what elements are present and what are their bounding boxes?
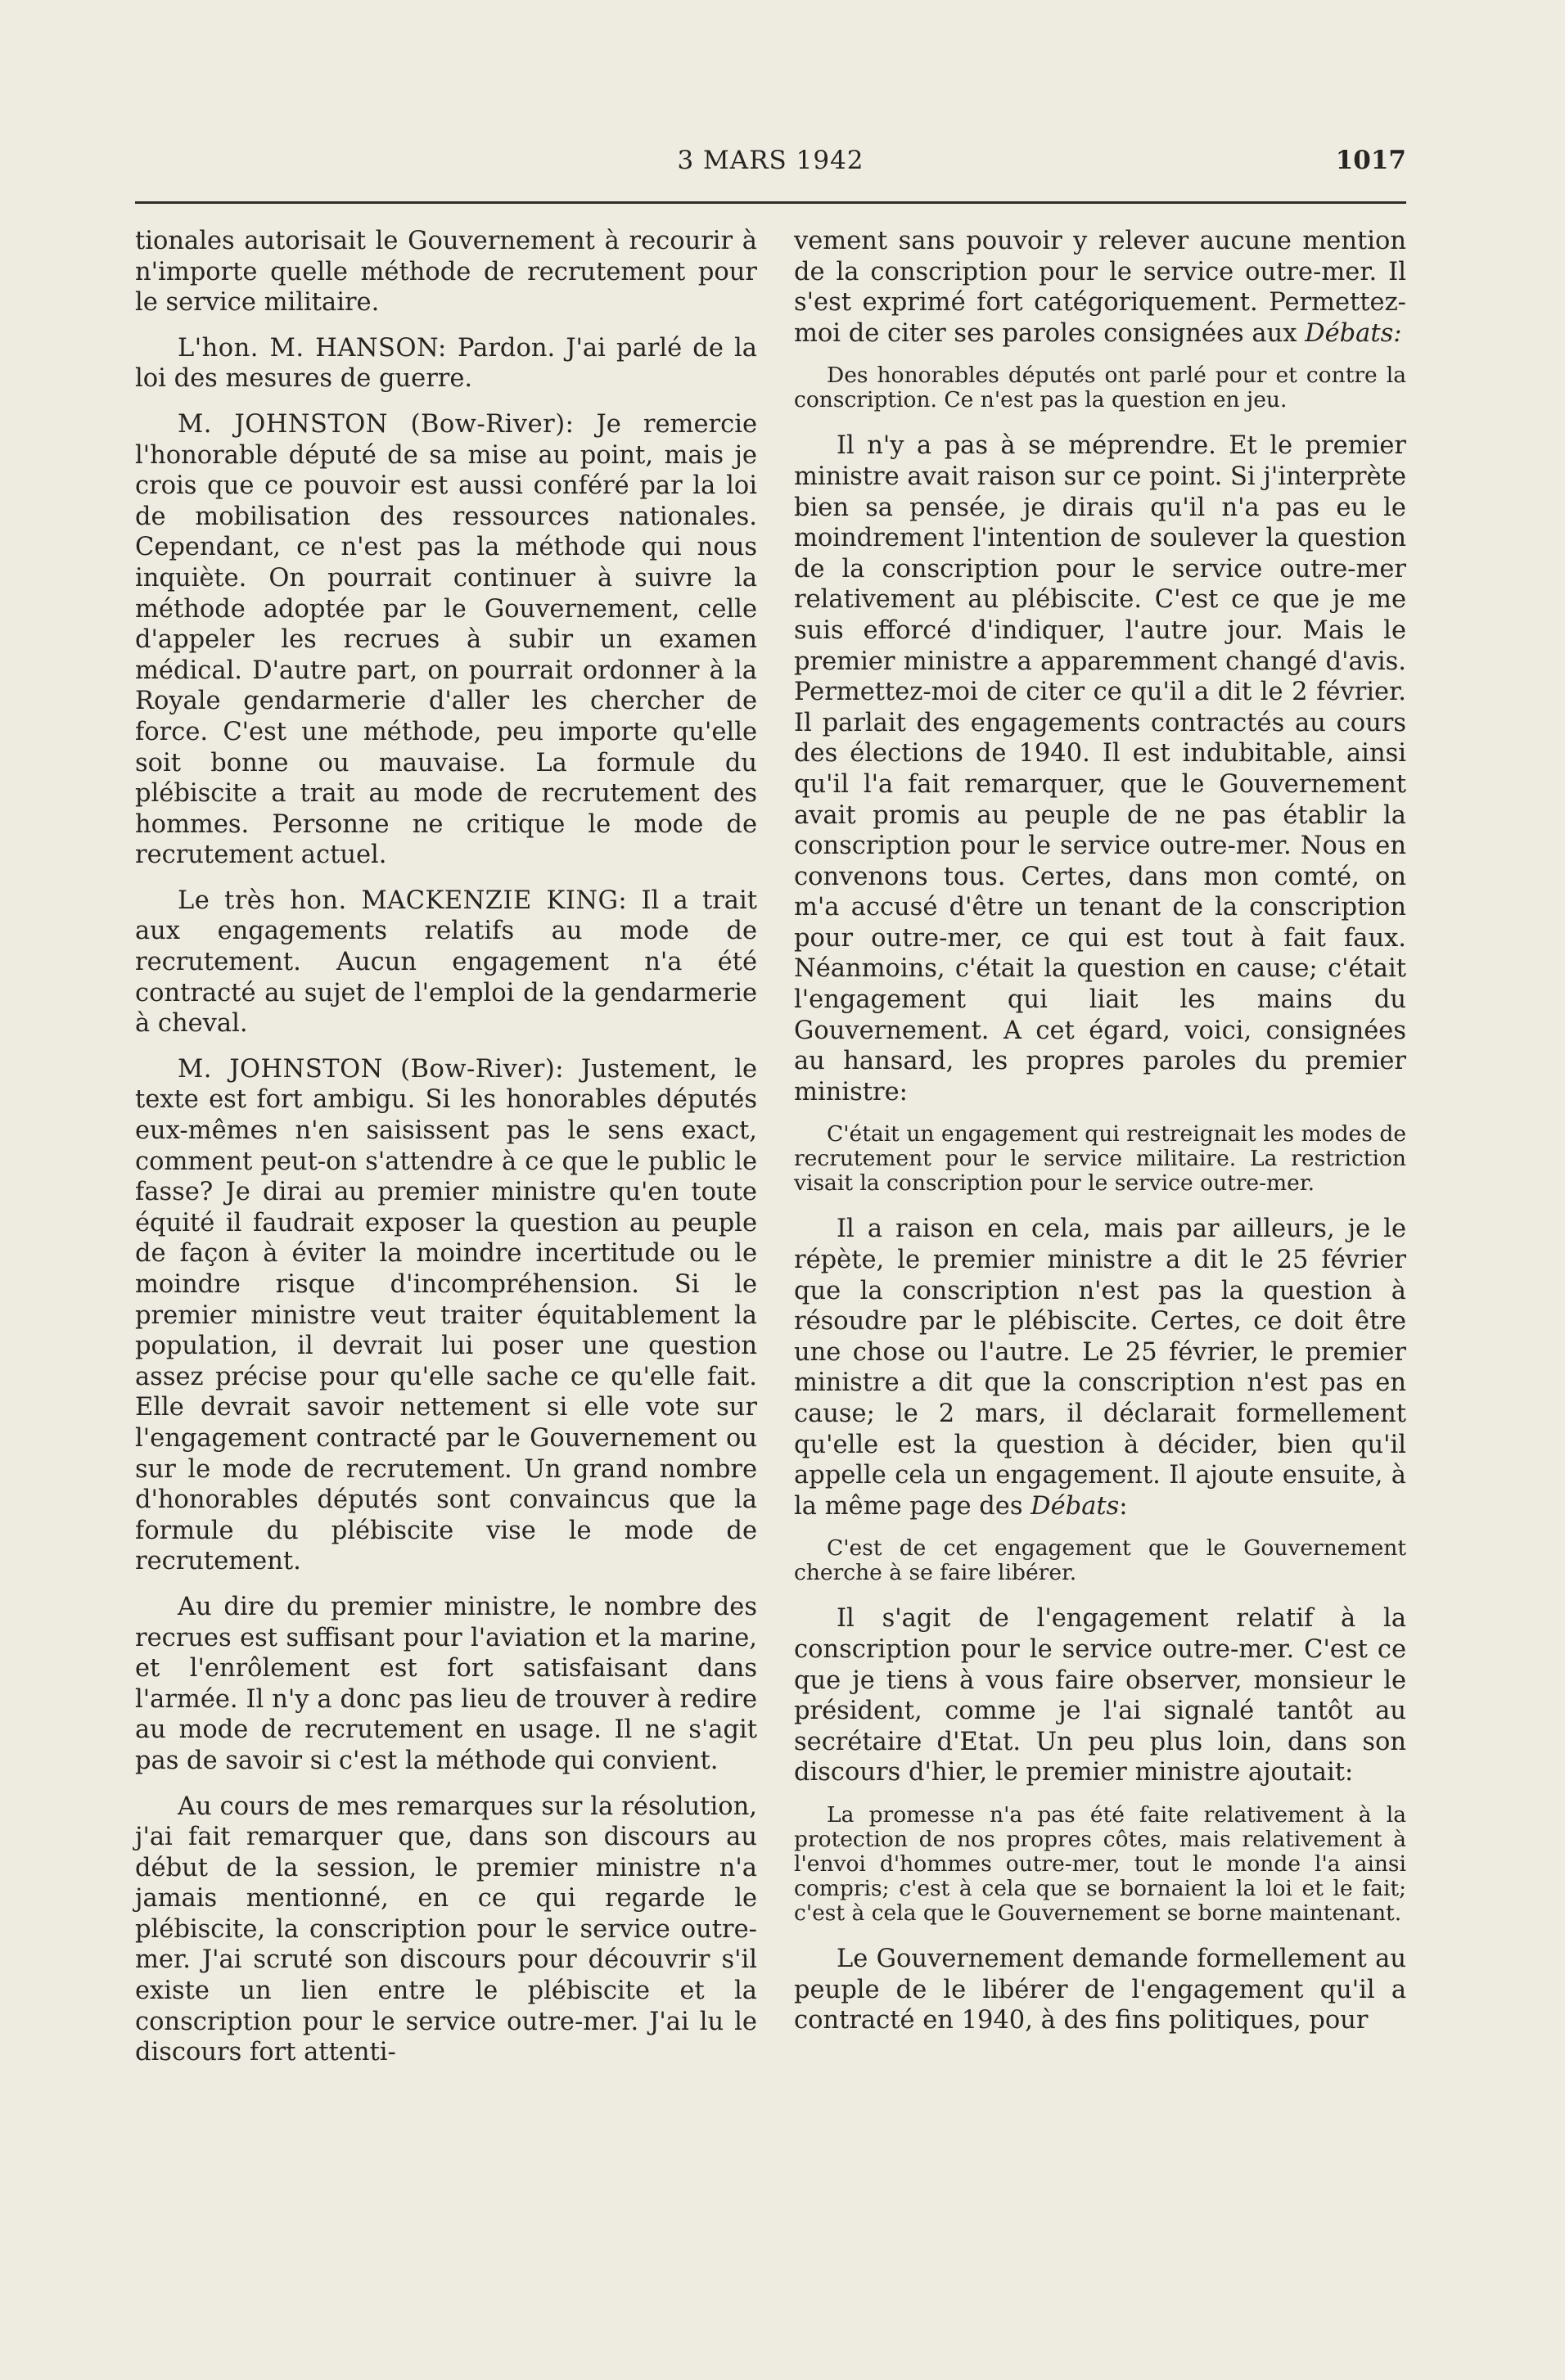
paragraph: Il s'agit de l'engagement relatif à la conscription pour le service outre-mer. C'est ce que je tiens à vous faire observer, monsieur le président, comme je l'ai signalé tantôt au secrétaire d'Etat. Un peu plus loin, dans son discours d'hier, le premier ministre ajoutait: <box>794 1604 1406 1787</box>
speaker-name: Le très hon. MACKENZIE KING: <box>178 886 628 915</box>
paragraph: tionales autorisait le Gouvernement à recourir à n'importe quelle méthode de recrutement pour le service militaire. <box>135 227 757 318</box>
paragraph <box>135 333 757 394</box>
punctuation: : <box>1119 1491 1128 1521</box>
page-number: 1017 <box>1335 146 1406 175</box>
speech-text: vement sans pouvoir y relever aucune mention de la conscription pour le service outre-mer. Il s'est exprimé fort catégoriquement. Permettez-moi de citer ses paroles consignées aux <box>794 227 1406 348</box>
speech-text: Il a trait aux engagements relatifs au mode de recrutement. Aucun engagement n'a été contracté au sujet de l'emploi de la gendarmerie à cheval. <box>135 886 758 1039</box>
left-column <box>135 226 757 2083</box>
paragraph <box>794 226 1406 349</box>
quotation: C'est de cet engagement que le Gouvernement cherche à se faire libérer. <box>794 1535 1406 1586</box>
paragraph <box>135 886 757 1039</box>
speech-text: Justement, le texte est fort ambigu. Si les honorables députés eux-mêmes n'en saisissent pas le sens exact, comment peut-on s'attendre à ce que le public le fasse? Je dirai au premier ministre qu'en toute équité il faudrait exposer la question au peuple de façon à éviter la moindre incertitude ou le moindre risque d'incompréhension. Si le premier ministre veut traiter équitablement la population, il devrait lui poser une question assez précise pour qu'elle sache ce qu'elle fait. Elle devrait savoir nettement si elle vote sur l'engagement contracté par le Gouvernement ou sur le mode de recrutement. Un grand nombre d'honorables députés sont convaincus que la formule du plébiscite vise le mode de recrutement. <box>135 1054 758 1576</box>
paragraph: Au cours de mes remarques sur la résolution, j'ai fait remarquer que, dans son discours au début de la session, le premier ministre n'a jamais mentionné, en ce qui regarde le plébiscite, la conscription pour le service outre-mer. J'ai scruté son discours pour découvrir s'il existe un lien entre le plébiscite et la conscription pour le service outre-mer. J'ai lu le discours fort attenti- <box>135 1792 757 2067</box>
paragraph <box>135 409 757 871</box>
paragraph <box>794 1214 1406 1521</box>
speaker-name: L'hon. M. HANSON: <box>178 333 447 363</box>
paragraph: Au dire du premier ministre, le nombre des recrues est suffisant pour l'aviation et la marine, et l'enrôlement est fort satisfaisant dans l'armée. Il n'y a donc pas lieu de trouver à redire au mode de recrutement en usage. Il ne s'agit pas de savoir si c'est la méthode qui convient. <box>135 1592 757 1775</box>
speech-text: Il a raison en cela, mais par ailleurs, je le répète, le premier ministre a dit le 25 février que la conscription n'est pas la question à résoudre par le plébiscite. Certes, ce doit être une chose ou l'autre. Le 25 février, le premier ministre a dit que la conscription n'est pas en cause; le 2 mars, il déclarait formellement qu'elle est la question à décider, bien qu'il appelle cela un engagement. Il ajoute ensuite, à la même page des <box>794 1215 1406 1521</box>
speech-text: Pardon. J'ai parlé de la loi des mesures de guerre. <box>135 333 757 394</box>
header-date: 3 MARS 1942 <box>677 146 864 175</box>
quotation: Des honorables députés ont parlé pour et contre la conscription. Ce n'est pas la question en jeu. <box>794 363 1406 413</box>
quotation: La promesse n'a pas été faite relativement à la protection de nos propres côtes, mais relativement à l'envoi d'hommes outre-mer, tout le monde l'a ainsi compris; c'est à cela que se bornaient la loi et le fait; c'est à cela que le Gouvernement se borne maintenant. <box>794 1801 1406 1926</box>
speech-text: Je remercie l'honorable député de sa mise au point, mais je crois que ce pouvoir est aussi conféré par la loi de mobilisation des ressources nationales. Cependant, ce n'est pas la méthode qui nous inquiète. On pourrait continuer à suivre la méthode adoptée par le Gouvernement, celle d'appeler les recrues à subir un examen médical. D'autre part, on pourrait ordonner à la Royale gendarmerie d'aller les chercher de force. C'est une méthode, peu importe qu'elle soit bonne ou mauvaise. La formule du plébiscite a trait au mode de recrutement des hommes. Personne ne critique le mode de recrutement actuel. <box>135 409 757 870</box>
page-header <box>135 146 1406 183</box>
italic-reference: Débats: <box>1305 318 1402 348</box>
italic-reference: Débats <box>1031 1491 1120 1521</box>
quotation: C'était un engagement qui restreignait les modes de recrutement pour le service militaire. La restriction visait la conscription pour le service outre-mer. <box>794 1121 1406 1197</box>
right-column <box>794 226 1406 2051</box>
speaker-name: M. JOHNSTON (Bow-River): <box>178 1054 565 1084</box>
paragraph: Le Gouvernement demande formellement au peuple de le libérer de l'engagement qu'il a contracté en 1940, à des fins politiques, pour <box>794 1944 1406 2035</box>
header-rule <box>135 201 1406 204</box>
paragraph: Il n'y a pas à se méprendre. Et le premier ministre avait raison sur ce point. Si j'interprète bien sa pensée, je dirais qu'il n'a pas eu le moindrement l'intention de soulever la question de la conscription pour le service outre-mer relativement au plébiscite. C'est ce que je me suis efforcé d'indiquer, l'autre jour. Mais le premier ministre a apparemment changé d'avis. Permettez-moi de citer ce qu'il a dit le 2 février. Il parlait des engagements contractés au cours des élections de 1940. Il est indubitable, ainsi qu'il l'a fait remarquer, que le Gouvernement avait promis au peuple de ne pas établir la conscription pour le service outre-mer. Nous en convenons tous. Certes, dans mon comté, on m'a accusé d'être un tenant de la conscription pour outre-mer, ce qui est tout à fait faux. Néanmoins, c'était la question en cause; c'était l'engagement qui liait les mains du Gouvernement. A cet égard, voici, consignées au hansard, les propres paroles du premier ministre: <box>794 431 1406 1107</box>
paragraph <box>135 1054 757 1577</box>
speaker-name: M. JOHNSTON (Bow-River): <box>178 409 575 439</box>
